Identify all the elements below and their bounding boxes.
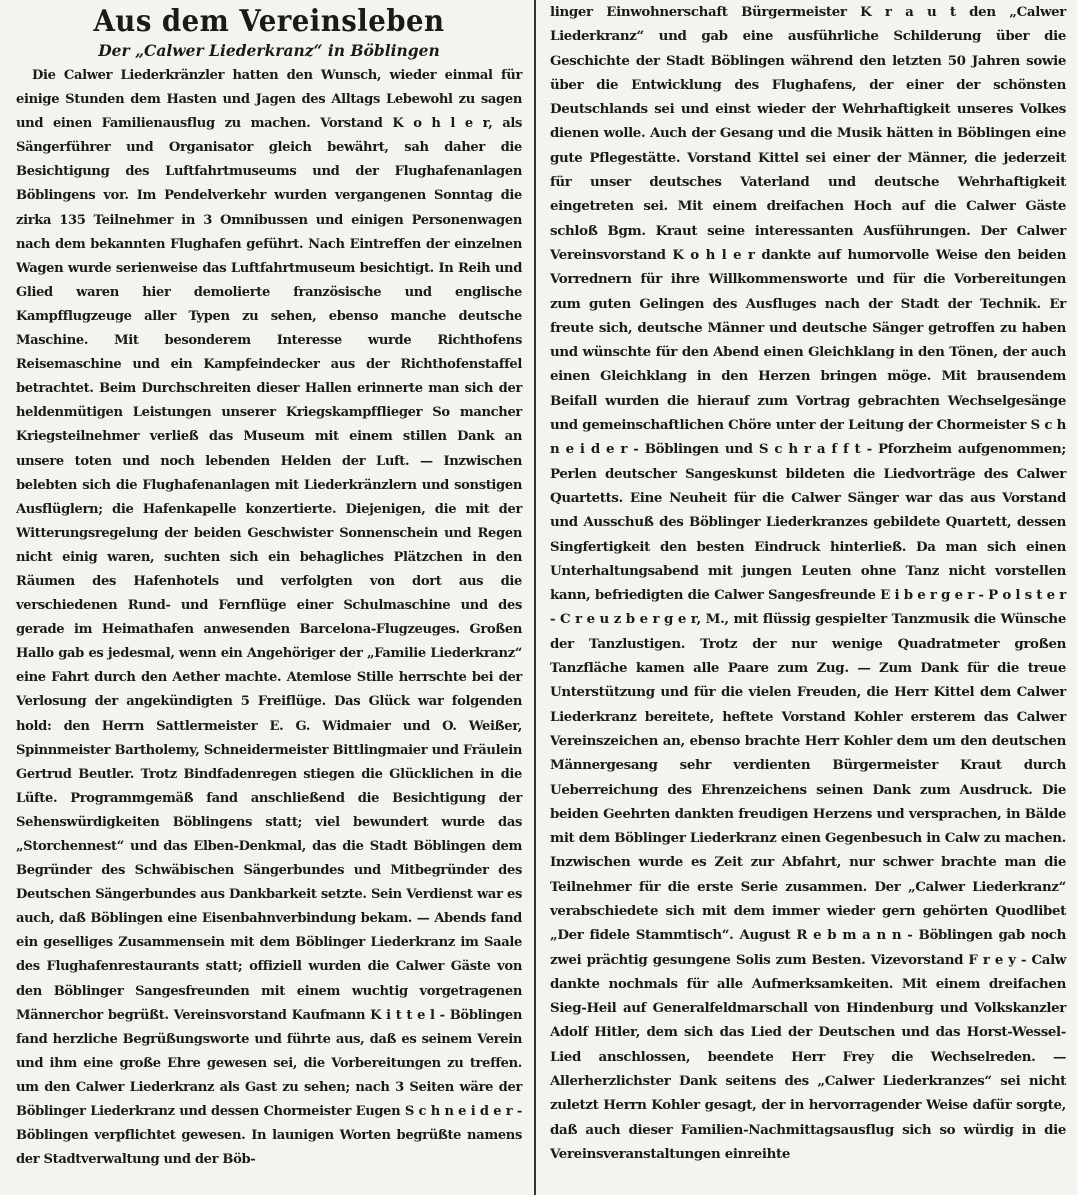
article-body-right: linger Einwohnerschaft Bürgermeister K r a u t den „Calwer Liederkranz“ und gab eine ausführliche Schilderung über die Geschichte der Stadt Böblingen während den letzten 50 Jahren sowie über die Entwicklung des Flughafens, der einer der schönsten Deutschlands sei und einst wieder der Wehrhaftigkeit unseres Volkes dienen wolle. Auch der Gesang und die Musik hätten in Böblingen eine gute Pflegestätte. Vorstand Kittel sei einer der Männer, die jederzeit für unser deutsches Vaterland und deutsche Wehrhaftigkeit eingetreten sei. Mit einem dreifachen Hoch auf die Calwer Gäste schloß Bgm. Kraut seine interessanten Ausführungen. Der Calwer Vereinsvorstand K o h l e r dankte auf humorvolle Weise den beiden Vorrednern für ihre Willkommensworte und für die Vorbereitungen zum guten Gelingen des Ausfluges nach der Stadt der Technik. Er freute sich, deutsche Männer und deutsche Sänger getroffen zu haben und wünschte für den Abend einen Gleichklang in den Tönen, der auch einen Gleichklang in den Herzen bringen möge. Mit brausendem Beifall wurden die hierauf zum Vortrag gebrachten Wechselgesänge und gemeinschaftlichen Chöre unter der Leitung der Chormeister S c h n e i d e r - Böblingen und S c h r a f f t - Pforzheim aufgenommen; Perlen deutscher Sangeskunst bildeten die Liedvorträge des Calwer Quartetts. Eine Neuheit für die Calwer Sänger war das aus Vorstand und Ausschuß des Böblinger Liederkranzes gebildete Quartett, dessen Singfertigkeit den besten Eindruck hinterließ. Da man sich einen Unterhaltungsabend mit jungen Leuten ohne Tanz nicht vorstellen kann, befriedigten die Calwer Sangesfreunde E i b e r g e r - P o l s t e r - C r e u z b e r g e r, M., mit flüssig gespielter Tanzmusik die Wünsche der Tanzlustigen. Trotz der nur wenige Quadratmeter großen Tanzfläche kamen alle Paare zum Zug. — Zum Dank für die treue Unterstützung und für die vielen Freuden, die Herr Kittel dem Calwer Liederkranz bereitete, heftete Vorstand Kohler ersterem das Calwer Vereinszeichen an, ebenso brachte Herr Kohler dem um den deutschen Männergesang sehr verdienten Bürgermeister Kraut durch Ueberreichung des Ehrenzeichens seinen Dank zum Ausdruck. Die beiden Geehrten dankten freudigen Herzens und versprachen, in Bälde mit dem Böblinger Liederkranz einen Gegenbesuch in Calw zu machen. Inzwischen wurde es Zeit zur Abfahrt, nur schwer brachte man die Teilnehmer für die erste Serie zusammen. Der „Calwer Liederkranz“ verabschiedete sich mit dem immer wieder gern gehörten Quodlibet „Der fidele Stammtisch“. August R e b m a n n - Böblingen gab noch zwei prächtig gesungene Solis zum Besten. Vizevorstand F r e y - Calw dankte nochmals für alle Aufmerksamkeiten. Mit einem dreifachen Sieg-Heil auf Generalfeldmarschall von Hindenburg und Volkskanzler Adolf Hitler, dem sich das Lied der Deutschen und das Horst-Wessel-Lied anschlossen, beendete Herr Frey die Wechselreden. — Allerherzlichster Dank seitens des „Calwer Liederkranzes“ sei nicht zuletzt Herrn Kohler gesagt, der in hervorragender Weise dafür sorgte, daß auch dieser Familien-Nachmittagsausflug sich so würdig in die Vereinsveranstaltungen einreihte bbox=[550, 4, 1066, 1162]
right-column bbox=[540, 0, 1072, 1166]
article-subheadline: Der „Calwer Liederkranz“ in Böblingen bbox=[98, 41, 440, 60]
article-headline: Aus dem Vereinsleben bbox=[93, 4, 445, 39]
article-body-left: Die Calwer Liederkränzler hatten den Wunsch, wieder einmal für einige Stunden dem Hasten und Jagen des Alltags Lebewohl zu sagen und einen Familienausflug zu machen. Vorstand K o h l e r, als Sängerführer und Organisator gleich bewährt, sah daher die Besichtigung des Luftfahrtmuseums und der Flughafenanlagen Böblingens vor. Im Pendelverkehr wurden vergangenen Sonntag die zirka 135 Teilnehmer in 3 Omnibussen und einigen Personenwagen nach dem bekannten Flughafen geführt. Nach Eintreffen der einzelnen Wagen wurde serienweise das Luftfahrtmuseum besichtigt. In Reih und Glied waren hier demolierte französische und englische Kampfflugzeuge aller Typen zu sehen, ebenso manche deutsche Maschine. Mit besonderem Interesse wurde Richthofens Reisemaschine und ein Kampfeindecker aus der Richthofenstaffel betrachtet. Beim Durchschreiten dieser Hallen erinnerte man sich der heldenmütigen Leistungen unserer Kriegskampfflieger So mancher Kriegsteilnehmer verließ das Museum mit einem stillen Dank an unsere toten und noch lebenden Helden der Luft. — Inzwischen belebten sich die Flughafenanlagen mit Liederkränzlern und sonstigen Ausflüglern; die Hafenkapelle konzertierte. Diejenigen, die mit der Witterungsregelung der beiden Geschwister Sonnenschein und Regen nicht einig waren, suchten sich ein behagliches Plätzchen in den Räumen des Hafenhotels und verfolgten von dort aus die verschiedenen Rund- und Fernflüge einer Schulmaschine und des gerade im Heimathafen anwesenden Barcelona-Flugzeuges. Großen Hallo gab es jedesmal, wenn ein Angehöriger der „Familie Liederkranz“ eine Fahrt durch den Aether machte. Atemlose Stille herrschte bei der Verlosung der angekündigten 5 Freiflüge. Das Glück war folgenden hold: den Herrn Sattlermeister E. G. Widmaier und O. Weißer, Spinnmeister Bartholemy, Schneidermeister Bittlingmaier und Fräulein Gertrud Beutler. Trotz Bindfadenregen stiegen die Glücklichen in die Lüfte. Programmgemäß fand anschließend die Besichtigung der Sehenswürdigkeiten Böblingens statt; viel bewundert wurde das „Storchennest“ und das Elben-Denkmal, das die Stadt Böblingen dem Begründer des Schwäbischen Sängerbundes und Mitbegründer des Deutschen Sängerbundes aus Dankbarkeit setzte. Sein Verdienst war es auch, daß Böblingen eine Eisenbahnverbindung bekam. — Abends fand ein geselliges Zusammensein mit dem Böblinger Liederkranz im Saale des Flughafenrestaurants statt; offiziell wurden die Calwer Gäste von den Böblinger Sangesfreunden mit einem wuchtig vorgetragenen Männerchor begrüßt. Vereinsvorstand Kaufmann K i t t e l - Böblingen fand herzliche Begrüßungsworte und führte aus, daß es seinem Verein und ihm eine große Ehre gewesen sei, die Vorbereitungen zu treffen. um den Calwer Liederkranz als Gast zu sehen; nach 3 Seiten wäre der Böblinger Liederkranz und dessen Chormeister Eugen S c h n e i d e r - Böblingen verpflichtet gewesen. In launigen Worten begrüßte namens der Stadtverwaltung und der Böb- bbox=[16, 68, 522, 1168]
left-column bbox=[6, 0, 530, 1172]
column-divider bbox=[534, 0, 536, 1195]
